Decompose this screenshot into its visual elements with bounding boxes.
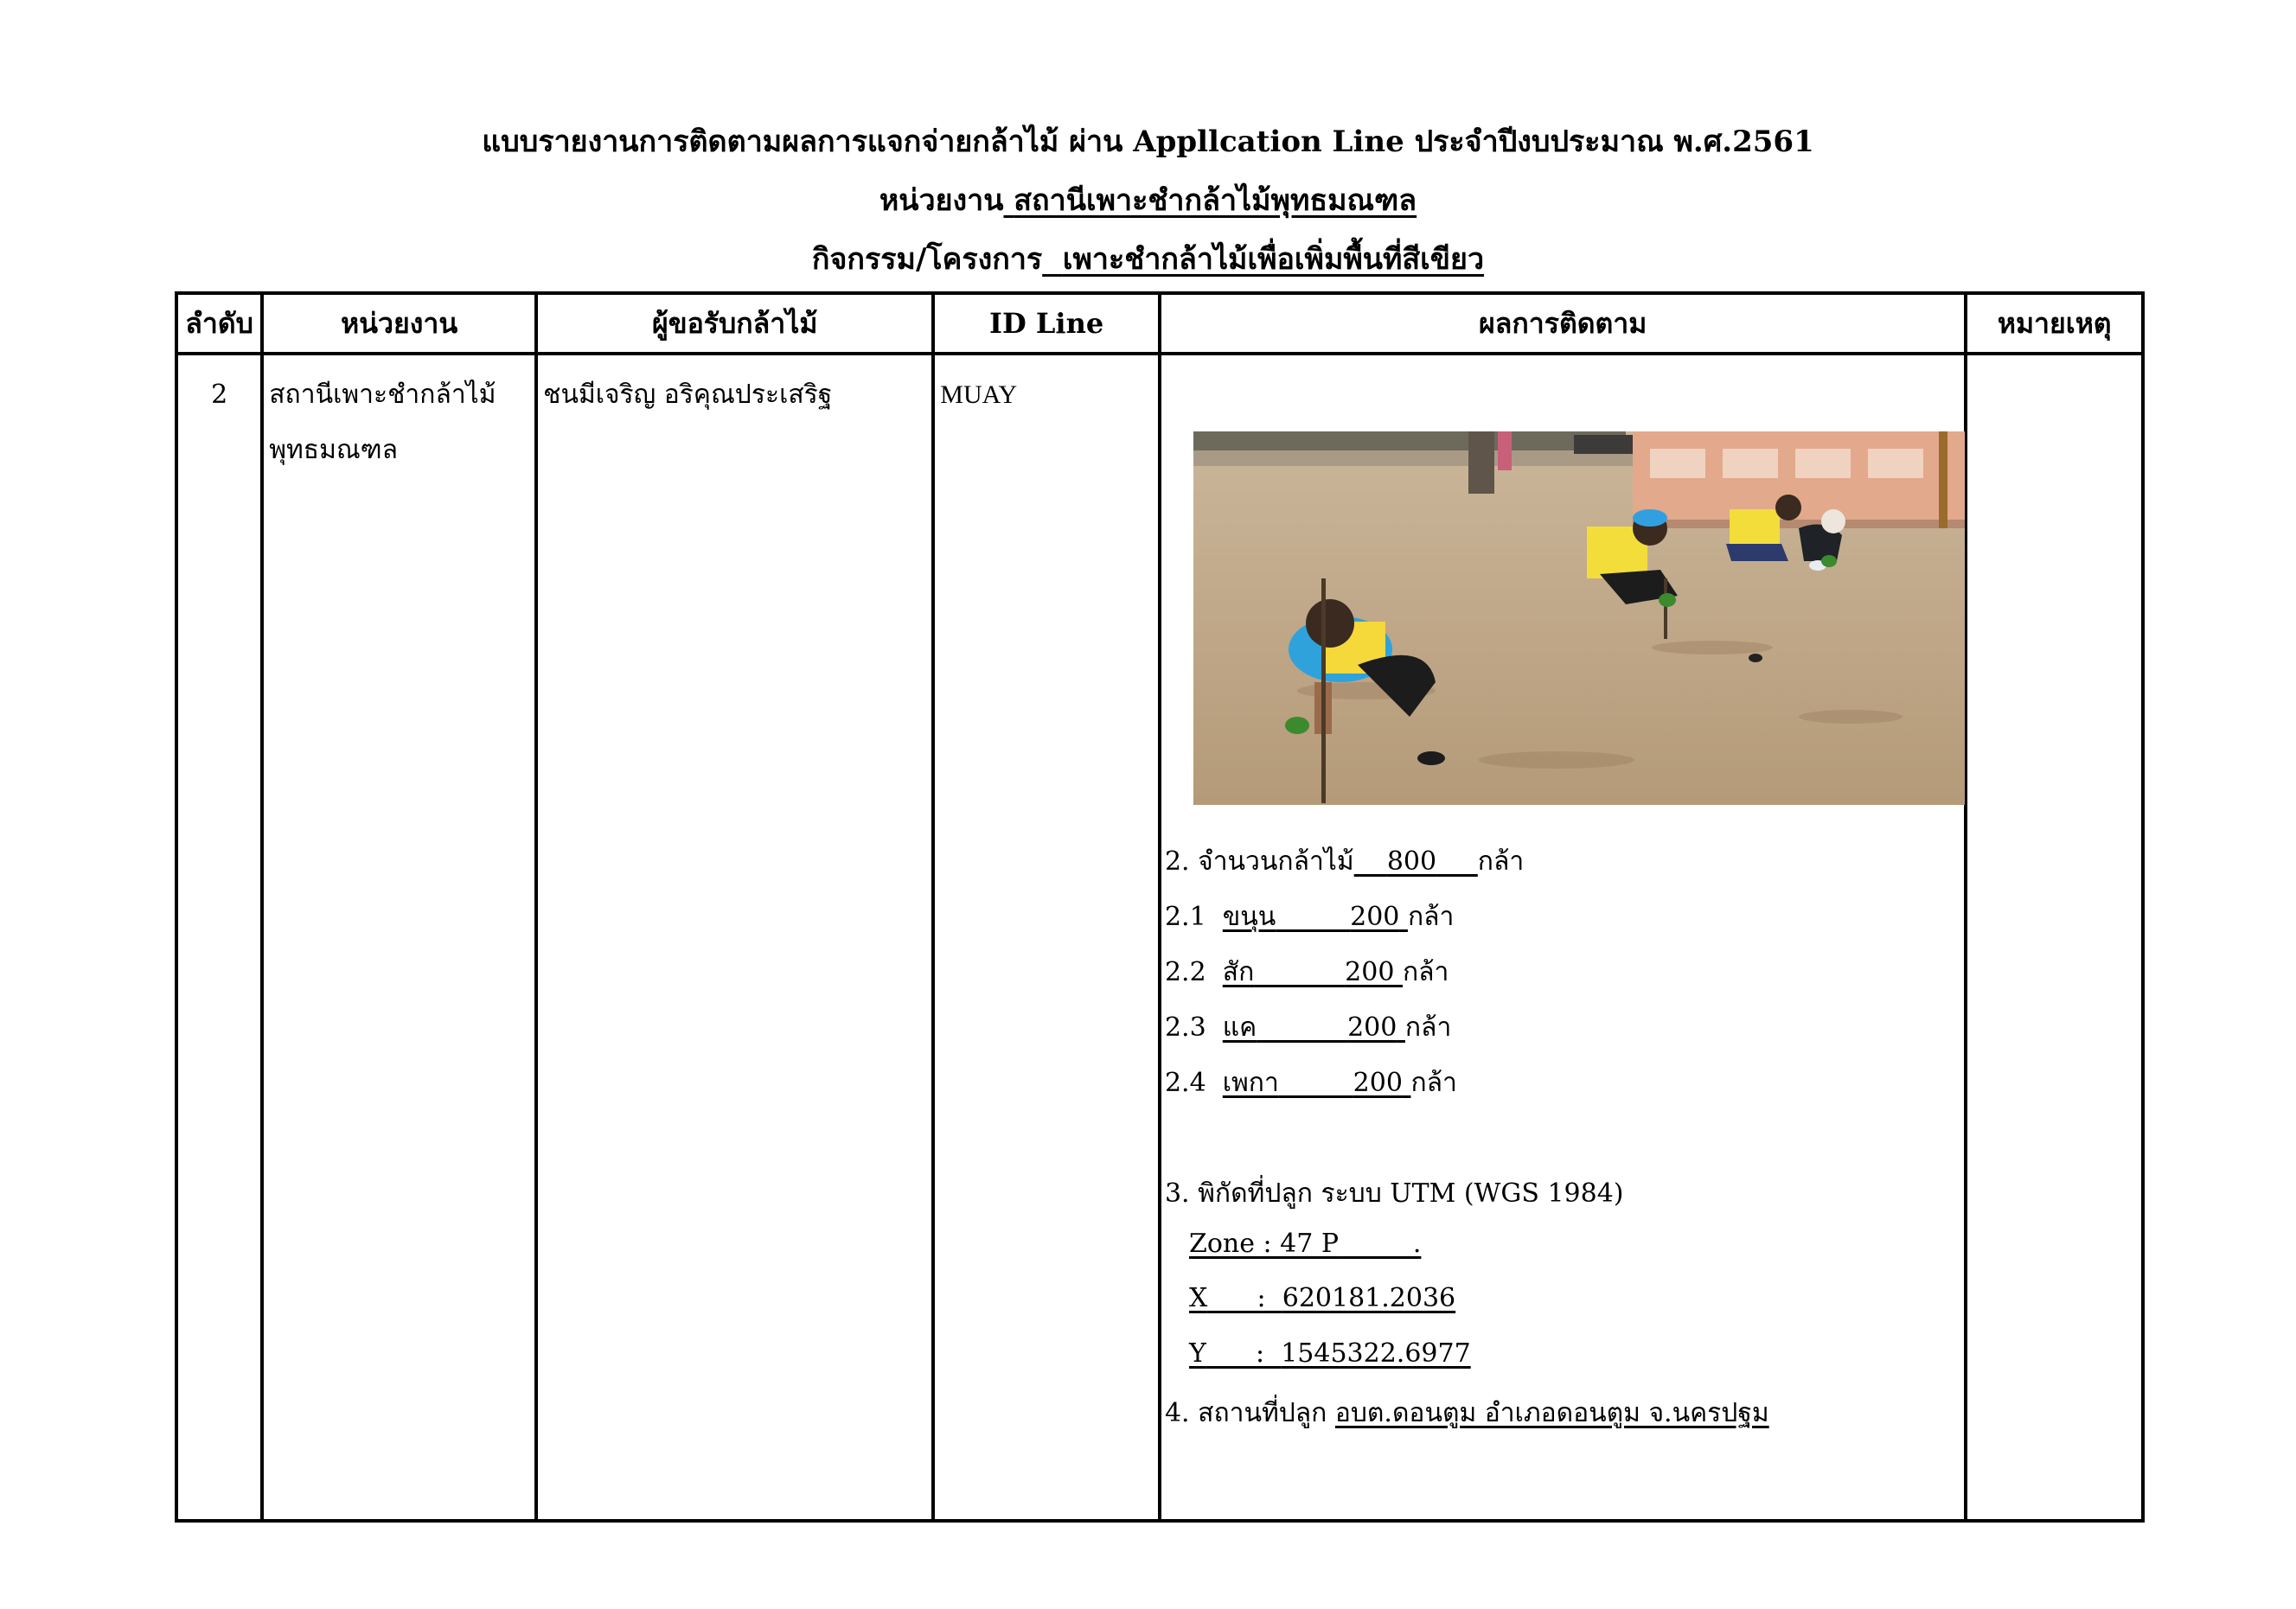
- project-label: กิจกรรม/โครงการ: [811, 242, 1043, 277]
- x-coordinate-line: X : 620181.2036: [1188, 1283, 1456, 1313]
- project-heading: [0, 235, 2296, 282]
- item-name: เพกา: [1222, 1068, 1279, 1098]
- x-coordinate-value: 620181.2036: [1282, 1283, 1456, 1313]
- item-name: ขนุน: [1222, 902, 1276, 932]
- col-result-header: ผลการติดตาม: [1160, 293, 1966, 354]
- result-cell: [1160, 354, 1966, 1521]
- col-remark-header: หมายเหตุ: [1966, 293, 2143, 354]
- recipient-cell: ชนมีเจริญ อริคุณประเสริฐ: [536, 354, 933, 1521]
- unit-value: สถานีเพาะชำกล้าไม้พุทธมณฑล: [1014, 183, 1417, 218]
- seq-cell: 2: [176, 354, 262, 1521]
- tree-planting-photo: [1193, 431, 1965, 805]
- report-table: [175, 291, 2145, 1523]
- unit-cell: [262, 354, 536, 1521]
- zone-line: Zone : 47 P .: [1188, 1229, 1422, 1259]
- planting-location-line: 4. สถานที่ปลูก อบต.ดอนตูม อำเภอดอนตูม จ.นครปฐม: [1164, 1398, 1769, 1428]
- col-unit-header: หน่วยงาน: [262, 293, 536, 354]
- y-coordinate-value: 1545322.6977: [1281, 1338, 1471, 1369]
- table-row: [176, 354, 2143, 1521]
- remark-cell: [1966, 354, 2143, 1521]
- planting-location-value: อบต.ดอนตูม อำเภอดอนตูม จ.นครปฐม: [1334, 1398, 1769, 1428]
- col-seq-header: ลำดับ: [176, 293, 262, 354]
- col-idline-header: ID Line: [933, 293, 1160, 354]
- table-header-row: [176, 293, 2143, 354]
- coordinate-title: 3. พิกัดที่ปลูก ระบบ UTM (WGS 1984): [1164, 1178, 1624, 1209]
- unit-line-1: สถานีเพาะชำกล้าไม้: [269, 380, 496, 410]
- item-name: สัก: [1222, 957, 1255, 987]
- seedling-total-line: 2. จำนวนกล้าไม้ 800 กล้า: [1164, 846, 1525, 877]
- report-title: แบบรายงานการติดตามผลการแจกจ่ายกล้าไม้ ผ่าน Appllcation Line ประจำปีงบประมาณ พ.ศ.2561: [482, 125, 1814, 159]
- item-name: แค: [1222, 1012, 1257, 1043]
- item-qty: 200: [1347, 1012, 1397, 1043]
- seedling-item: 2.1 ขนุน 200 กล้า: [1164, 902, 1455, 932]
- project-value: เพาะชำกล้าไม้เพื่อเพิ่มพื้นที่สีเขียว: [1062, 242, 1485, 277]
- col-recipient-header: ผู้ขอรับกล้าไม้: [536, 293, 933, 354]
- seedling-item: 2.4 เพกา 200 กล้า: [1164, 1068, 1457, 1098]
- idline-cell: MUAY: [933, 354, 1160, 1521]
- item-qty: 200: [1345, 957, 1395, 987]
- seedling-total-value: 800: [1386, 846, 1437, 877]
- unit-line-2: พุทธมณฑล: [269, 435, 399, 465]
- seedling-item: 2.3 แค 200 กล้า: [1164, 1012, 1452, 1043]
- item-qty: 200: [1350, 902, 1400, 932]
- item-qty: 200: [1353, 1068, 1403, 1098]
- unit-heading: [0, 176, 2296, 223]
- unit-label: หน่วยงาน: [879, 183, 1004, 218]
- y-coordinate-line: Y : 1545322.6977: [1188, 1338, 1471, 1369]
- seedling-item: 2.2 สัก 200 กล้า: [1164, 957, 1449, 987]
